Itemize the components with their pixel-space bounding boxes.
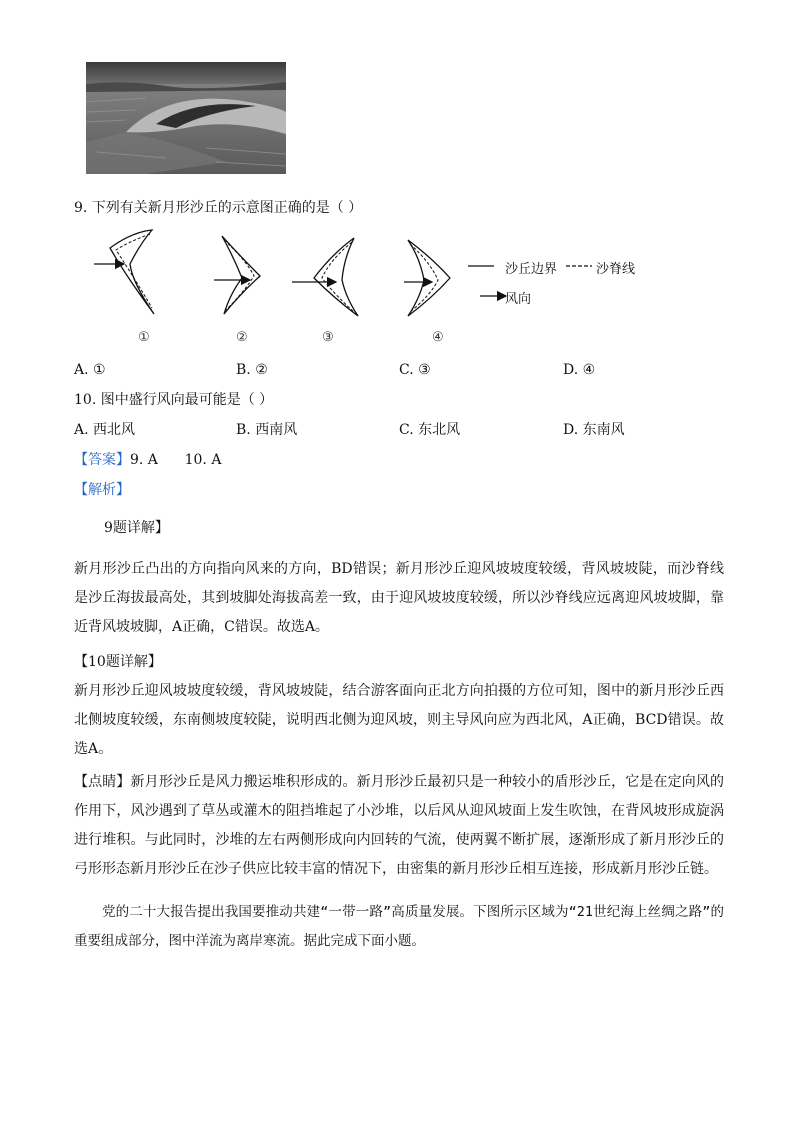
q10-option-a: A. 西北风 — [74, 422, 136, 438]
diagram-1 — [94, 230, 154, 314]
answer-line — [74, 450, 221, 470]
detail10-title: 【10题详解】 — [74, 654, 162, 670]
q9-option-b: B. ② — [236, 362, 268, 378]
diagram-2 — [214, 236, 260, 314]
diagram-4 — [404, 240, 450, 316]
q9-option-d: D. ④ — [563, 362, 596, 378]
q10-option-d: D. 东南风 — [563, 422, 625, 438]
legend-wind: 风向 — [505, 292, 532, 307]
q9-stem: 9. 下列有关新月形沙丘的示意图正确的是（ ） — [74, 200, 363, 216]
tip-paragraph — [74, 768, 724, 884]
q9-diagrams — [92, 228, 672, 348]
detail9-body: 新月形沙丘凸出的方向指向风来的方向，BD错误；新月形沙丘迎风坡坡度较缓，背风坡坡陡，而沙脊线是沙丘海拔最高处，其到坡脚处海拔高差一致，由于迎风坡坡度较缓，所以沙脊线应远离迎风坡坡脚，靠近背风坡坡脚，A正确，C错误。故选A。 — [74, 561, 724, 635]
diagram-label-4: ④ — [432, 330, 444, 345]
answer-label: 【答案】 — [74, 452, 130, 468]
diagram-label-3: ③ — [322, 330, 334, 345]
q10-option-c: C. 东北风 — [399, 422, 461, 438]
detail10-body: 新月形沙丘迎风坡坡度较缓，背风坡坡陡，结合游客面向正北方向拍摄的方位可知，图中的新月形沙丘西北侧坡度较缓，东南侧坡度较陡，说明西北侧为迎风坡，则主导风向应为西北风，A正确，BCD错误。故选A。 — [74, 683, 724, 757]
diagram-label-1: ① — [138, 330, 150, 345]
next-intro: 党的二十大报告提出我国要推动共建“一带一路”高质量发展。下图所示区域为“21世纪海上丝绸之路”的重要组成部分，图中洋流为离岸寒流。据此完成下面小题。 — [74, 904, 724, 949]
analysis-label: 【解析】 — [74, 482, 130, 498]
dune-photo — [86, 62, 286, 174]
q10-option-b: B. 西南风 — [236, 422, 298, 438]
diagram-label-2: ② — [236, 330, 248, 345]
q9-option-a: A. ① — [74, 362, 106, 378]
diagram-3 — [292, 238, 358, 316]
q10-stem: 10. 图中盛行风向最可能是（ ） — [74, 392, 274, 408]
answer-text: 9. A 10. A — [130, 452, 222, 468]
tip-label: 【点睛】 — [74, 774, 131, 790]
legend-boundary: 沙丘边界 — [505, 262, 558, 277]
legend-ridge: 沙脊线 — [596, 262, 636, 277]
detail9-title: 9题详解】 — [104, 520, 169, 536]
tip-body: 新月形沙丘是风力搬运堆积形成的。新月形沙丘最初只是一种较小的盾形沙丘，它是在定向风的作用下，风沙遇到了草丛或灌木的阻挡堆起了小沙堆，以后风从迎风坡面上发生吹蚀，在背风坡形成旋涡进行堆积。与此同时，沙堆的左右两侧形成向内回转的气流，使两翼不断扩展，逐渐形成了新月形沙丘的弓形形态新月形沙丘在沙子供应比较丰富的情况下，由密集的新月形沙丘相互连接，形成新月形沙丘链。 — [74, 774, 725, 877]
q9-option-c: C. ③ — [399, 362, 431, 378]
